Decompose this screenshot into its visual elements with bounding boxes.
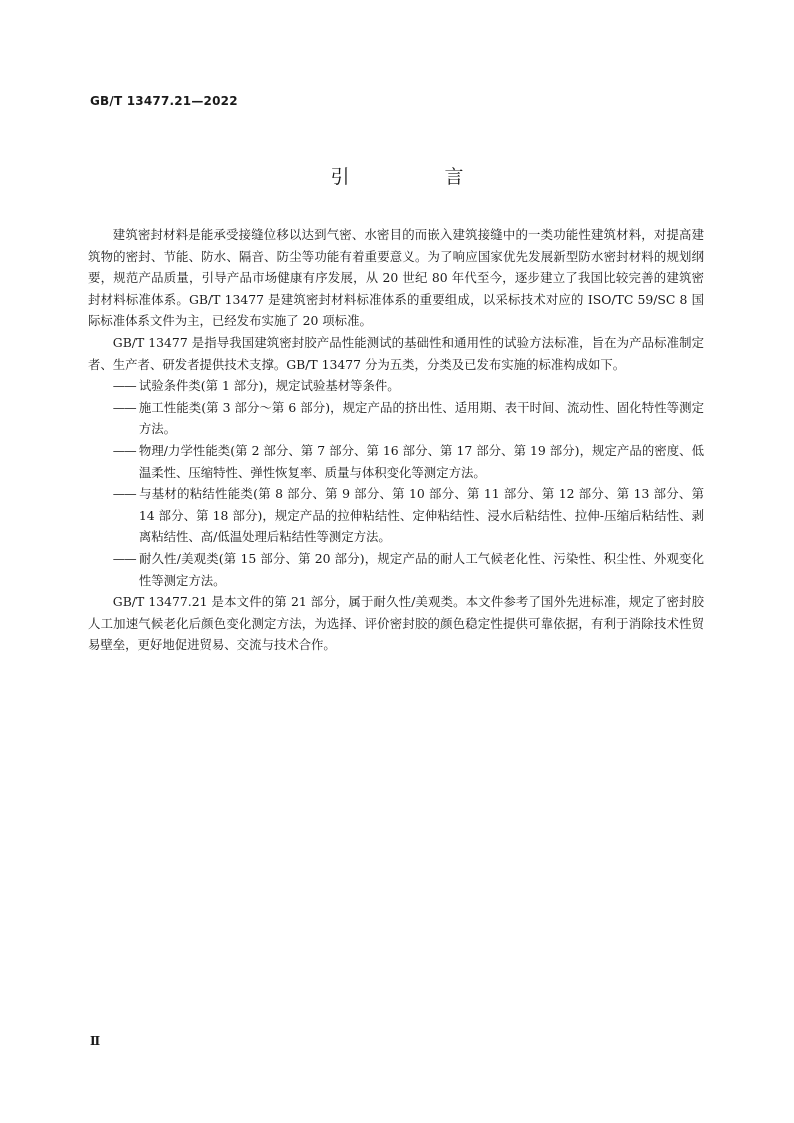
list-dash: —— xyxy=(112,550,136,566)
list-dash: —— xyxy=(112,442,136,458)
list-item xyxy=(88,397,704,440)
list-item-text: 耐久性/美观类(第 15 部分、第 20 部分)，规定产品的耐人工气候老化性、污染性、积尘性、外观变化性等测定方法。 xyxy=(138,550,704,588)
paragraph-overview: GB/T 13477 是指导我国建筑密封胶产品性能测试的基础性和通用性的试验方法标准，旨在为产品标准制定者、生产者、研发者提供技术支撑。GB/T 13477 分为五类，分类及已发布实施的标准构成如下。 xyxy=(88,334,704,372)
list-item xyxy=(88,440,704,483)
page-title: 引 言 xyxy=(330,166,502,188)
list-item xyxy=(88,483,704,548)
list-item-text: 与基材的粘结性能类(第 8 部分、第 9 部分、第 10 部分、第 11 部分、第 12 部分、第 13 部分、第 14 部分、第 18 部分)，规定产品的拉伸粘结性、定伸粘结性、浸水后粘结性、拉伸-压缩后粘结性、剥离粘结性、高/低温处理后粘结性等测定方法。 xyxy=(138,486,704,545)
list-item xyxy=(88,375,704,397)
paragraph-intro: 建筑密封材料是能承受接缝位移以达到气密、水密目的而嵌入建筑接缝中的一类功能性建筑材料，对提高建筑物的密封、节能、防水、隔音、防尘等功能有着重要意义。为了响应国家优先发展新型防水密封材料的规划纲要，规范产品质量，引导产品市场健康有序发展，从 20 世纪 80 年代至今，逐步建立了我国比较完善的建筑密封材料标准体系。GB/T 13477 是建筑密封材料标准体系的重要组成，以采标技术对应的 ISO/TC 59/SC 8 国际标准体系文件为主，已经发布实施了 20 项标准。 xyxy=(88,227,704,329)
document-code: GB/T 13477.21—2022 xyxy=(90,94,238,108)
list-dash: —— xyxy=(112,486,136,502)
page-number: Ⅱ xyxy=(90,1034,101,1048)
list-dash: —— xyxy=(112,378,136,394)
list-item-text: 试验条件类(第 1 部分)，规定试验基材等条件。 xyxy=(138,378,400,394)
list-item-text: 物理/力学性能类(第 2 部分、第 7 部分、第 16 部分、第 17 部分、第 19 部分)，规定产品的密度、低温柔性、压缩特性、弹性恢复率、质量与体积变化等测定方法。 xyxy=(138,442,704,480)
paragraph-scope: GB/T 13477.21 是本文件的第 21 部分，属于耐久性/美观类。本文件参考了国外先进标准，规定了密封胶人工加速气候老化后颜色变化测定方法，为选择、评价密封胶的颜色稳定性提供可靠依据，有利于消除技术性贸易壁垒，更好地促进贸易、交流与技术合作。 xyxy=(88,594,704,653)
list-item xyxy=(88,548,704,591)
document-body xyxy=(88,224,704,656)
list-item-text: 施工性能类(第 3 部分～第 6 部分)，规定产品的挤出性、适用期、表干时间、流动性、固化特性等测定方法。 xyxy=(138,399,704,437)
list-dash: —— xyxy=(112,399,136,415)
